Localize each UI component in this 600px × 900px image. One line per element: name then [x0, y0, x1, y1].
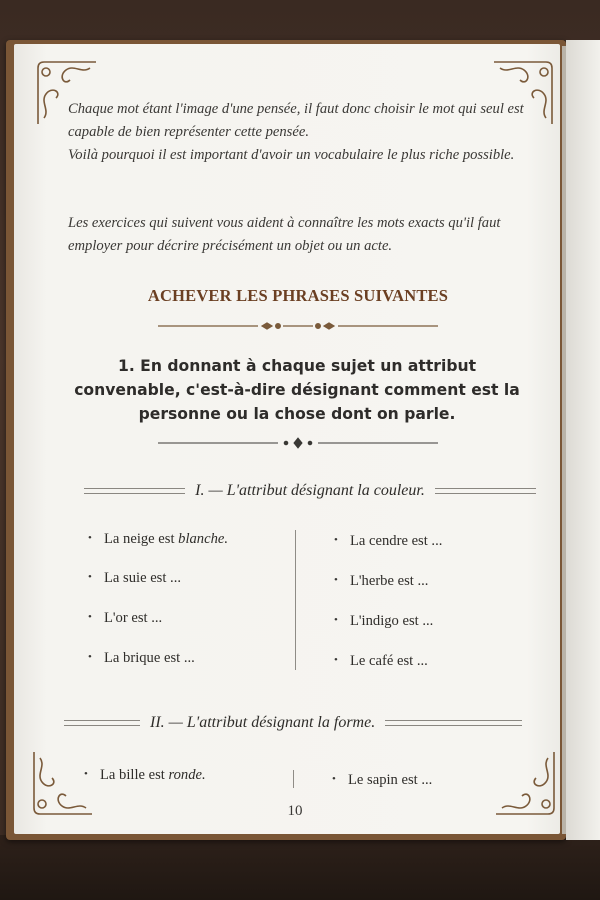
bullet-icon: •	[334, 574, 338, 586]
bullet-icon: •	[332, 773, 336, 785]
page-number: 10	[287, 803, 303, 819]
list-item: • Le sapin est ...	[332, 772, 433, 788]
section-heading-label: II. — L'attribut désignant la forme.	[150, 714, 376, 731]
double-rule	[64, 720, 140, 726]
exercise-instruction: 1. En donnant à chaque sujet un attribut convenable, c'est-à-dire désignant comment est la personne ou la chose dont on parle.	[74, 357, 520, 423]
page-title: ACHEVER LES PHRASES SUIVANTES	[147, 286, 449, 305]
table-surface	[0, 835, 600, 900]
double-rule	[435, 488, 536, 494]
title-ornament-icon	[158, 318, 438, 334]
next-page	[566, 40, 600, 840]
section-heading-label: I. — L'attribut désignant la couleur.	[195, 482, 425, 499]
bullet-icon: •	[334, 654, 338, 666]
list-item: • La neige est blanche.	[88, 531, 229, 547]
column-divider	[293, 770, 294, 788]
bullet-icon: •	[88, 532, 92, 544]
list-item: • L'or est ...	[88, 610, 163, 626]
intro-paragraph: Chaque mot étant l'image d'une pensée, il faut donc choisir le mot qui seul est capable de bien représenter cette pensée.	[68, 101, 524, 140]
bullet-icon: •	[84, 768, 88, 780]
bullet-icon: •	[88, 611, 92, 623]
double-rule	[84, 488, 185, 494]
column-divider	[295, 530, 296, 670]
bullet-icon: •	[334, 534, 338, 546]
list-item: • La bille est ronde.	[84, 767, 206, 783]
bullet-icon: •	[334, 614, 338, 626]
list-item: • La brique est ...	[88, 650, 195, 666]
section-heading	[84, 479, 536, 503]
bullet-icon: •	[88, 651, 92, 663]
list-item: • La cendre est ...	[334, 533, 443, 549]
list-item: • L'herbe est ...	[334, 573, 429, 589]
intro-paragraph: Voilà pourquoi il est important d'avoir un vocabulaire le plus riche possible.	[68, 147, 515, 163]
diamond-divider-icon	[158, 436, 438, 450]
bullet-icon: •	[88, 571, 92, 583]
list-item: • Le café est ...	[334, 653, 428, 669]
corner-ornament-icon	[490, 748, 560, 818]
section-heading	[64, 711, 522, 735]
double-rule	[385, 720, 522, 726]
list-item: • La suie est ...	[88, 570, 182, 586]
intro-paragraph: Les exercices qui suivent vous aident à connaître les mots exacts qu'il faut employer pour décrire précisément un objet ou un acte.	[68, 215, 501, 254]
list-item: • L'indigo est ...	[334, 613, 434, 629]
